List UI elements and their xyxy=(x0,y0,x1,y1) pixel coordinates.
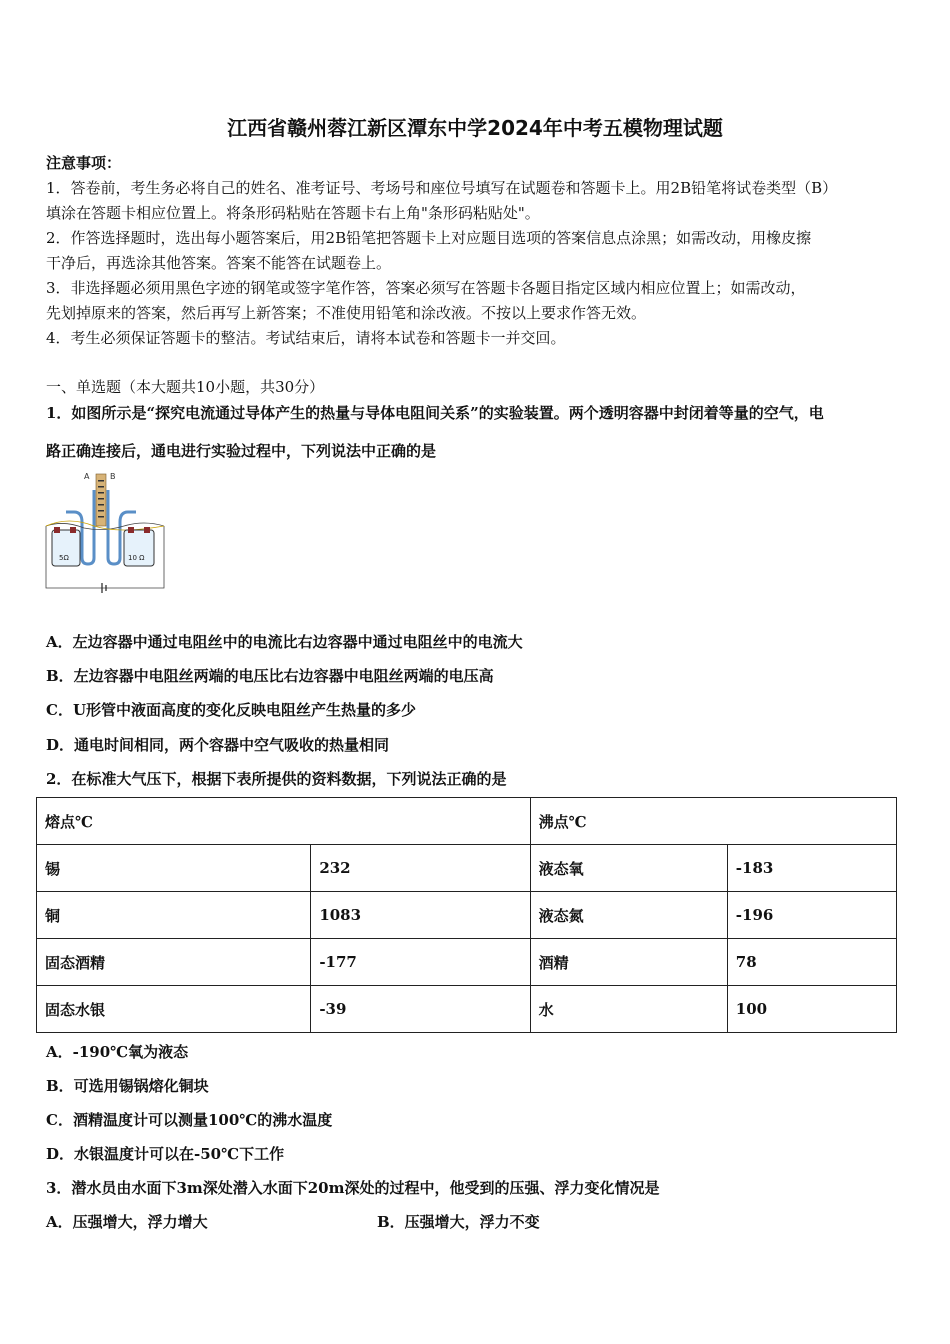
table-cell: -177 xyxy=(311,939,530,986)
notice-line: 3．非选择题必须用黑色字迹的钢笔或签字笔作答，答案必须写在答题卡各题目指定区域内相应位置上；如需改动， xyxy=(46,279,806,297)
label-left-resistor: 5Ω xyxy=(59,554,69,562)
table-row xyxy=(37,845,897,892)
table-cell: 铜 xyxy=(37,892,311,939)
question-2-option-b: B．可选用锡锅熔化铜块 xyxy=(46,1077,209,1095)
question-1-option-b: B．左边容器中电阻丝两端的电压比右边容器中电阻丝两端的电压高 xyxy=(46,667,494,685)
question-1-option-a: A．左边容器中通过电阻丝中的电流比右边容器中通过电阻丝中的电流大 xyxy=(46,633,523,651)
table-cell: 78 xyxy=(727,939,896,986)
table-cell: 固态酒精 xyxy=(37,939,311,986)
table-row xyxy=(37,986,897,1033)
question-3-stem: 3．潜水员由水面下3m深处潜入水面下20m深处的过程中，他受到的压强、浮力变化情况是 xyxy=(46,1179,660,1197)
notice-line: 4．考生必须保证答题卡的整洁。考试结束后，请将本试卷和答题卡一并交回。 xyxy=(46,329,566,347)
question-2-stem: 2．在标准大气压下，根据下表所提供的资料数据，下列说法正确的是 xyxy=(46,770,507,788)
notice-line: 填涂在答题卡相应位置上。将条形码粘贴在答题卡右上角"条形码粘贴处"。 xyxy=(46,204,540,222)
question-1-stem: 1．如图所示是“探究电流通过导体产生的热量与导体电阻间关系”的实验装置。两个透明容器中封闭着等量的空气，电 xyxy=(46,404,824,422)
label-b: B xyxy=(110,472,116,481)
experiment-apparatus-figure xyxy=(44,470,166,594)
left-u-tube xyxy=(82,490,94,564)
question-1-option-d: D．通电时间相同，两个容器中空气吸收的热量相同 xyxy=(46,736,390,754)
table-cell: -196 xyxy=(727,892,896,939)
notice-label: 注意事项： xyxy=(46,154,122,172)
table-row xyxy=(37,892,897,939)
question-2-option-d: D．水银温度计可以在-50℃下工作 xyxy=(46,1145,285,1163)
question-1-stem-cont: 路正确连接后，通电进行实验过程中，下列说法中正确的是 xyxy=(46,442,437,460)
table-cell: 液态氧 xyxy=(530,845,727,892)
label-right-resistor: 10 Ω xyxy=(128,554,145,562)
notice-line: 干净后，再选涂其他答案。答案不能答在试题卷上。 xyxy=(46,254,392,272)
table-cell: 232 xyxy=(311,845,530,892)
question-1-option-c: C．U形管中液面高度的变化反映电阻丝产生热量的多少 xyxy=(46,701,417,719)
table-cell: -183 xyxy=(727,845,896,892)
table-cell: 酒精 xyxy=(530,939,727,986)
question-3-option-b: B．压强增大，浮力不变 xyxy=(377,1213,540,1231)
table-cell: 锡 xyxy=(37,845,311,892)
exam-title: 江西省赣州蓉江新区潭东中学2024年中考五模物理试题 xyxy=(227,116,723,140)
label-a: A xyxy=(84,472,90,481)
scale-board xyxy=(96,474,106,526)
header-boiling-point: 沸点℃ xyxy=(530,798,896,845)
table-row xyxy=(37,939,897,986)
question-2-option-a: A．-190℃氧为液态 xyxy=(46,1043,189,1061)
table-cell: -39 xyxy=(311,986,530,1033)
melting-boiling-table xyxy=(36,797,897,1033)
section-title: 一、单选题（本大题共10小题，共30分） xyxy=(46,378,325,396)
table-cell: 1083 xyxy=(311,892,530,939)
notice-line: 2．作答选择题时，选出每小题答案后，用2B铅笔把答题卡上对应题目选项的答案信息点涂黑；如需改动，用橡皮擦 xyxy=(46,229,812,247)
notice-line: 1．答卷前，考生务必将自己的姓名、准考证号、考场号和座位号填写在试题卷和答题卡上。用2B铅笔将试卷类型（B） xyxy=(46,179,838,197)
table-cell: 液态氮 xyxy=(530,892,727,939)
question-2-option-c: C．酒精温度计可以测量100℃的沸水温度 xyxy=(46,1111,333,1129)
table-header-row xyxy=(37,798,897,845)
question-3-option-a: A．压强增大，浮力增大 xyxy=(46,1213,208,1231)
right-u-tube xyxy=(108,490,120,564)
notice-line: 先划掉原来的答案，然后再写上新答案；不准使用铅笔和涂改液。不按以上要求作答无效。 xyxy=(46,304,647,322)
table-cell: 100 xyxy=(727,986,896,1033)
table-cell: 固态水银 xyxy=(37,986,311,1033)
table-cell: 水 xyxy=(530,986,727,1033)
header-melting-point: 熔点℃ xyxy=(37,798,531,845)
